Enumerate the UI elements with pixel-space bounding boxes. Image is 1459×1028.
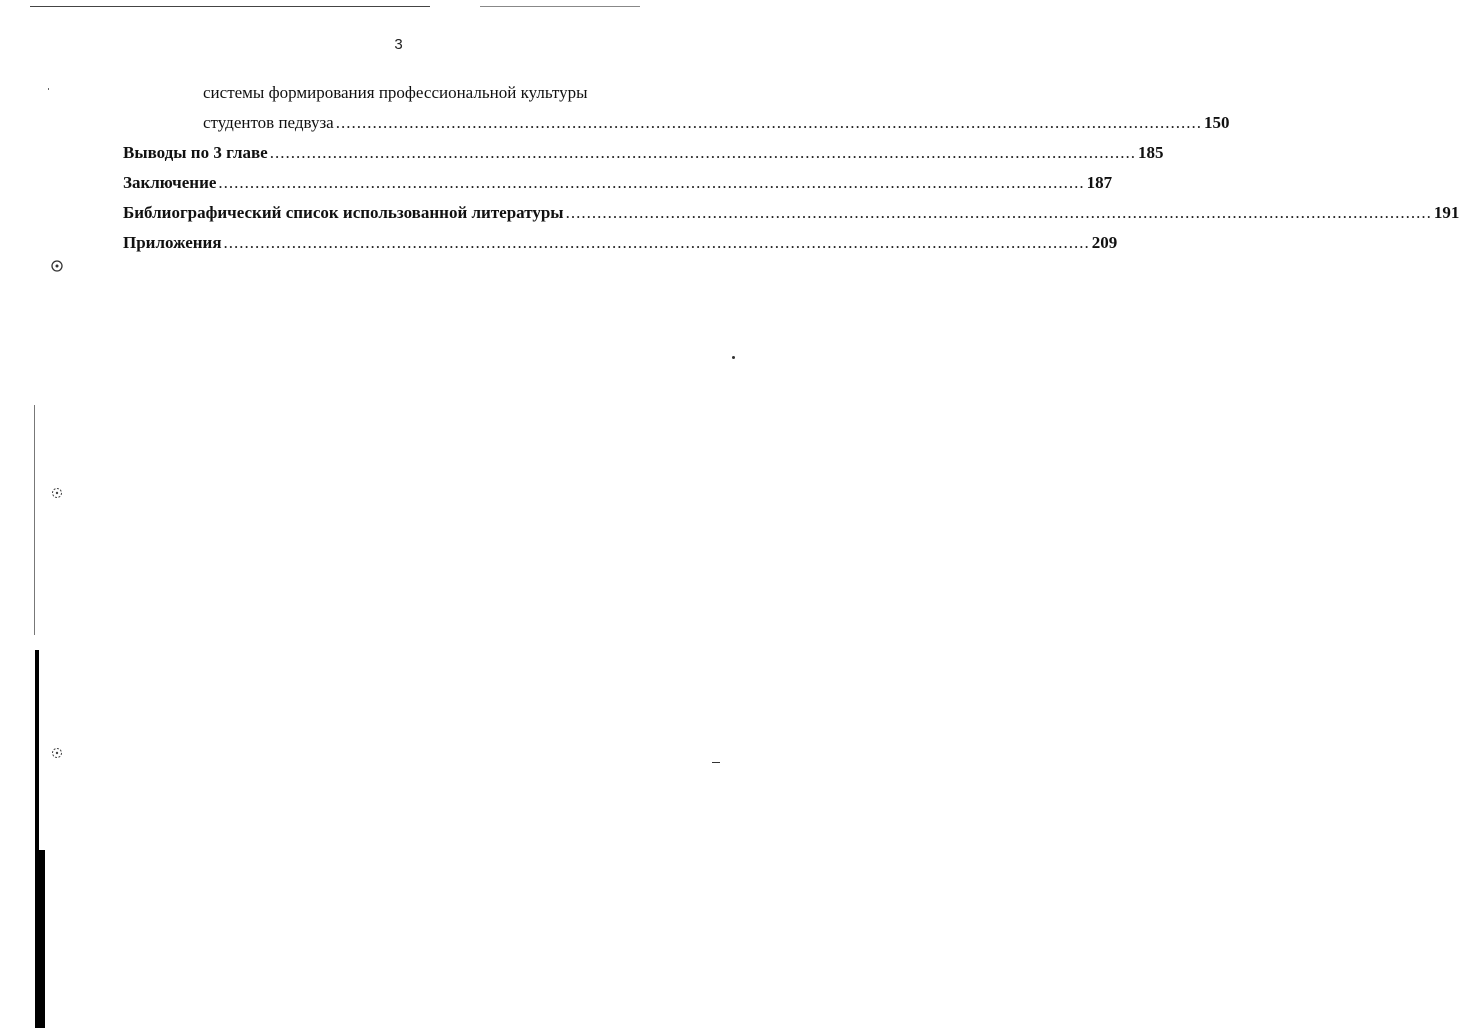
toc-entry-title: системы формирования профессиональной культуры <box>203 83 588 102</box>
toc-entry-title: Библиографический список использованной литературы <box>123 203 564 222</box>
scan-speck <box>732 356 735 359</box>
toc-entry-page: 150 <box>1203 113 1230 132</box>
toc-entry-page: 187 <box>1086 173 1113 192</box>
toc-entry-page: 191 <box>1433 203 1459 222</box>
scan-left-edge <box>34 405 35 635</box>
toc-leader: ..................................................................................................................................................................... <box>223 233 1090 252</box>
punch-hole-icon <box>50 486 64 500</box>
scan-top-rule <box>30 6 430 7</box>
punch-hole-icon <box>50 259 64 273</box>
scan-speck <box>712 762 720 763</box>
toc-entry-title: Приложения <box>123 233 222 252</box>
toc-entry <box>203 113 1230 133</box>
toc-entry <box>123 173 1113 193</box>
toc-entry <box>123 233 1118 253</box>
page-number: 3 <box>394 36 403 53</box>
toc-entry-title: Выводы по 3 главе <box>123 143 268 162</box>
toc-entry-page: 209 <box>1091 233 1118 252</box>
toc-entry-title: Заключение <box>123 173 217 192</box>
toc-entry-page: 185 <box>1137 143 1164 162</box>
toc-entry-title: студентов педвуза <box>203 113 334 132</box>
toc-entry <box>123 203 1459 223</box>
toc-entry <box>123 143 1164 163</box>
toc-continuation-line <box>203 83 683 103</box>
scan-speck <box>48 88 49 90</box>
punch-hole-icon <box>50 746 64 760</box>
toc-leader: ..................................................................................................................................................................... <box>565 203 1432 222</box>
toc-leader: ..................................................................................................................................................................... <box>335 113 1202 132</box>
toc-leader: ..................................................................................................................................................................... <box>269 143 1136 162</box>
scan-left-edge <box>36 850 45 1028</box>
toc-leader: ..................................................................................................................................................................... <box>218 173 1085 192</box>
scan-top-rule <box>480 6 640 7</box>
